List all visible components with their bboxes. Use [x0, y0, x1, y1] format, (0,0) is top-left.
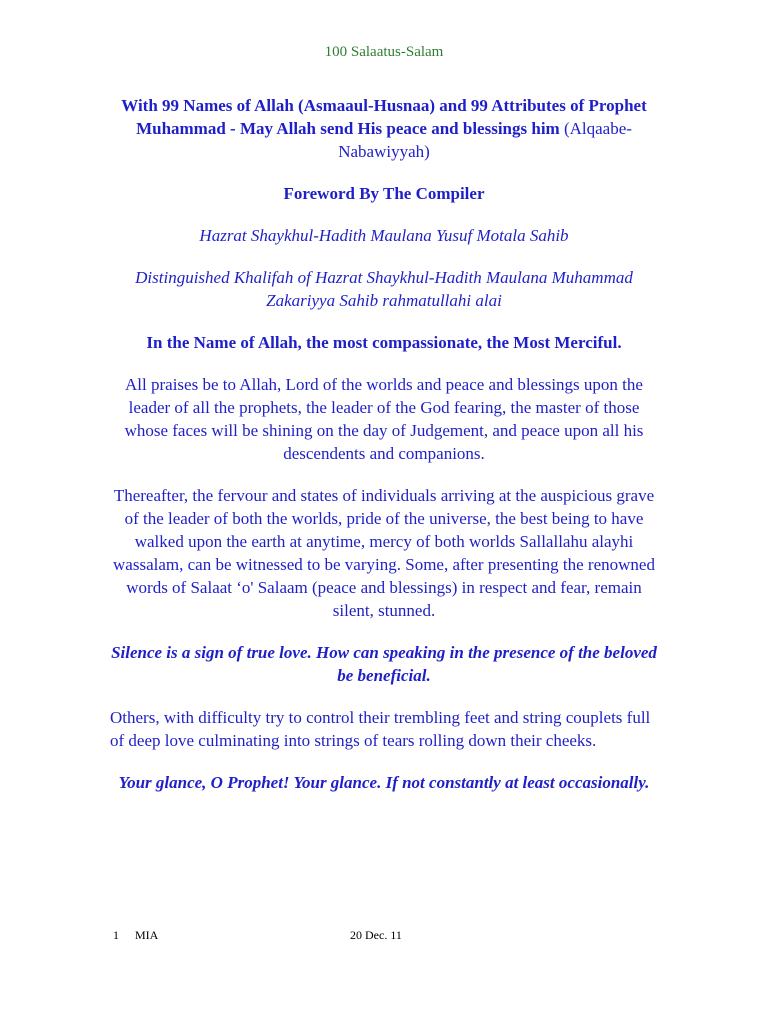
footer-author: MIA: [135, 928, 159, 942]
footer-page-number: 1: [113, 928, 119, 942]
quote-silence: Silence is a sign of true love. How can speaking in the presence of the beloved be beneficial.: [111, 643, 657, 685]
main-title: [110, 94, 658, 163]
paragraph-praise: All praises be to Allah, Lord of the worlds and peace and blessings upon the leader of all the prophets, the leader of the God fearing, the master of those whose faces will be shining on the day of Judgement, and peace upon all his descendents and companions.: [124, 375, 644, 463]
bismillah-heading: In the Name of Allah, the most compassionate, the Most Merciful.: [146, 333, 622, 352]
paragraph-others: Others, with difficulty try to control their trembling feet and string couplets full of deep love culminating into strings of tears rolling down their cheeks.: [110, 708, 651, 750]
document-header-title: 100 Salaatus-Salam: [324, 44, 444, 60]
compiler-description: Distinguished Khalifah of Hazrat Shaykhul-Hadith Maulana Muhammad Zakariyya Sahib rahmatullahi alai: [135, 268, 633, 310]
footer-date: 20 Dec. 11: [350, 928, 402, 942]
foreword-heading: Foreword By The Compiler: [283, 184, 485, 203]
quote-glance: Your glance, O Prophet! Your glance. If not constantly at least occasionally.: [118, 773, 650, 792]
document-body: [110, 94, 658, 813]
main-title-subtitle: (Alqaabe-Nabawiyyah): [338, 119, 632, 161]
main-title-bold: With 99 Names of Allah (Asmaaul-Husnaa) and 99 Attributes of Prophet Muhammad - May Allah send His peace and blessings him: [121, 96, 647, 138]
paragraph-thereafter: Thereafter, the fervour and states of individuals arriving at the auspicious grave of the leader of both the worlds, pride of the universe, the best being to have walked upon the earth at anytime, mercy of both worlds Sallallahu alayhi wassalam, can be witnessed to be varying. Some, after presenting the renowned words of Salaat ‘o' Salaam (peace and blessings) in respect and fear, remain silent, stunned.: [113, 486, 655, 620]
compiler-name: Hazrat Shaykhul-Hadith Maulana Yusuf Motala Sahib: [199, 226, 569, 245]
